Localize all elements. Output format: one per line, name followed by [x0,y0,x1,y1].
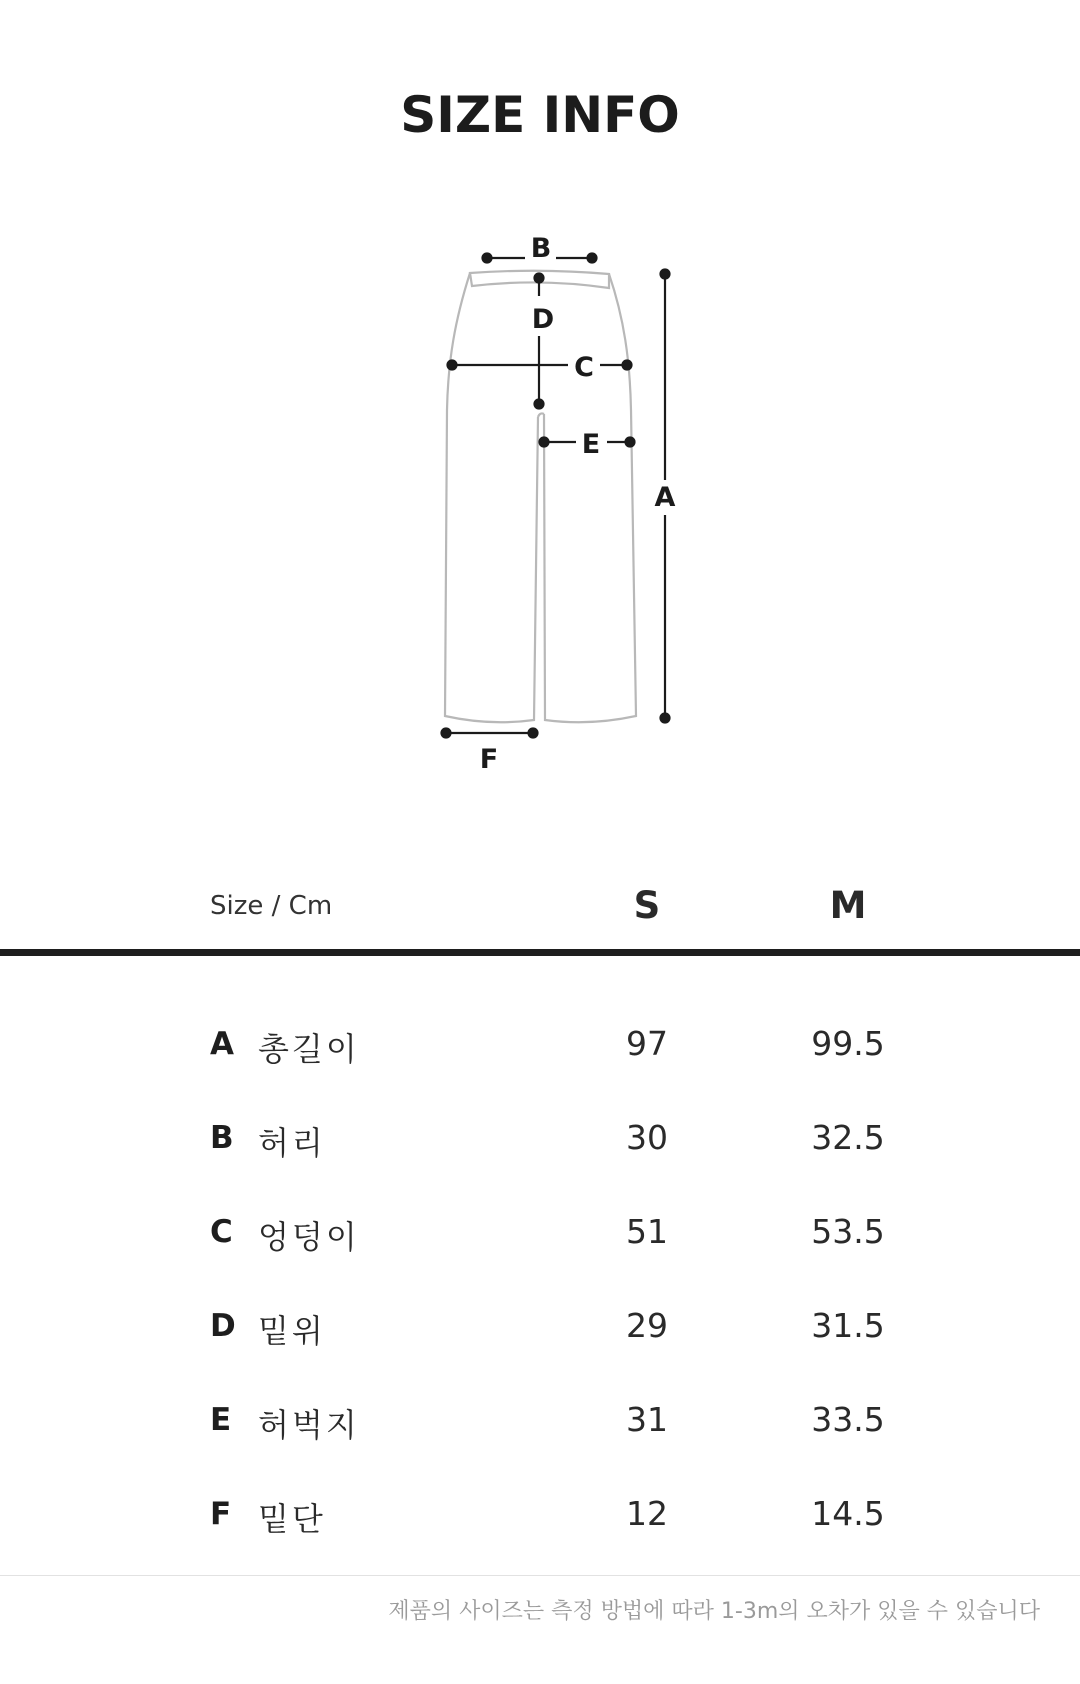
row-letter: B [210,1120,234,1156]
row-measure-name: 밑단 [258,1500,326,1538]
row-value-m: 32.5 [811,1118,885,1157]
table-row [0,1288,1080,1382]
column-header-m: M [829,884,867,927]
row-letter: F [210,1496,232,1532]
diagram-label-c: C [574,352,594,383]
table-row [0,1006,1080,1100]
diagram-label-e: E [581,429,601,460]
table-row [0,1382,1080,1476]
row-letter: E [210,1402,232,1438]
column-header-s: S [633,884,661,927]
row-measure-name: 총길이 [258,1030,360,1068]
row-value-m: 53.5 [811,1212,885,1251]
row-letter: C [210,1214,233,1250]
row-measure-name: 밑위 [258,1312,326,1350]
row-value-s: 12 [626,1494,668,1533]
size-unit-label: Size / Cm [210,891,333,921]
diagram-label-a: A [654,482,676,513]
row-value-m: 14.5 [811,1494,885,1533]
table-row [0,1476,1080,1570]
row-value-s: 31 [626,1400,668,1439]
row-value-m: 33.5 [811,1400,885,1439]
row-value-s: 30 [626,1118,668,1157]
measure-line-d [535,274,544,409]
page-title: SIZE INFO [400,86,680,144]
row-value-m: 31.5 [811,1306,885,1345]
pants-measurement-diagram [0,0,1080,820]
table-row [0,1100,1080,1194]
row-letter: D [210,1308,236,1344]
diagram-label-b: B [530,233,552,264]
row-value-s: 51 [626,1212,668,1251]
row-measure-name: 허벅지 [258,1406,360,1444]
row-measure-name: 엉덩이 [258,1218,360,1256]
row-value-s: 29 [626,1306,668,1345]
footer-divider [0,1575,1080,1576]
table-row [0,1194,1080,1288]
pants-outline [445,271,636,723]
measurement-disclaimer: 제품의 사이즈는 측정 방법에 따라 1-3m의 오차가 있을 수 있습니다 [388,1599,1040,1624]
measure-line-f [442,729,538,738]
diagram-label-f: F [479,744,499,775]
header-divider [0,949,1080,956]
row-value-s: 97 [626,1024,668,1063]
row-value-m: 99.5 [811,1024,885,1063]
diagram-label-d: D [531,304,555,335]
row-measure-name: 허리 [258,1124,326,1162]
row-letter: A [210,1026,234,1062]
